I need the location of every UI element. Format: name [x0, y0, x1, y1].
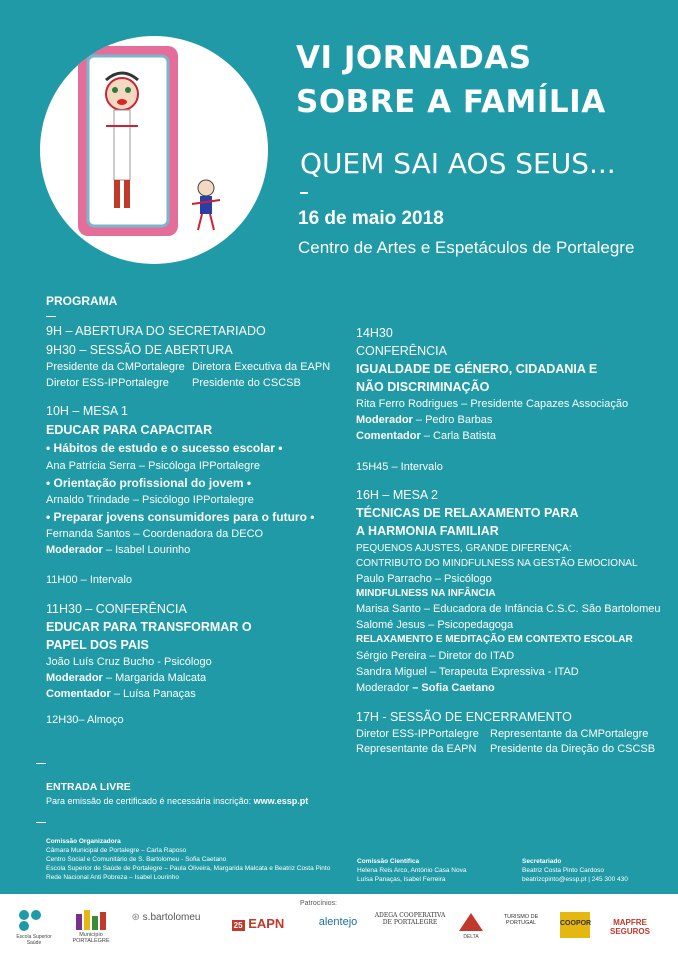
secretariat-contact: beatrizcpinto@essp.pt | 245 300 430	[522, 876, 628, 883]
secretariat-title: Secretariado	[522, 858, 562, 865]
adega-logo: ADEGA COOPERATIVA DE PORTALEGRE	[374, 912, 446, 926]
divider	[36, 822, 46, 823]
coopor-logo: COOPOR	[560, 912, 590, 938]
divider	[46, 316, 56, 317]
opening-speaker: Presidente da CMPortalegre	[46, 361, 185, 373]
sci-committee-title: Comissão Científica	[357, 858, 420, 865]
opening-speaker: Diretor ESS-IPPortalegre	[46, 377, 169, 389]
event-date: 16 de maio 2018	[298, 208, 444, 229]
conference2-title: IGUALDADE DE GÉNERO, CIDADANIA E	[356, 362, 598, 376]
org-member: Escola Superior de Saúde de Portalegre – Paula Oliveira, Margarida Malcata e Beatriz Costa Pinto	[46, 865, 331, 872]
child-drawing-icon	[40, 36, 268, 264]
org-member: Centro Social e Comunitário de S. Bartolomeu - Sofia Caetano	[46, 856, 227, 863]
mesa2-subtopic: PEQUENOS AJUSTES, GRANDE DIFERENÇA:	[356, 543, 572, 554]
interval-1: 11H00 – Intervalo	[46, 574, 133, 586]
mesa1-time: 10H – MESA 1	[46, 404, 128, 418]
event-title-line1: VI JORNADAS	[296, 40, 532, 76]
ess-circles-icon	[16, 908, 52, 932]
closing-speaker: Representante da CMPortalegre	[490, 728, 649, 740]
mesa2-speaker: Paulo Parracho – Psicólogo	[356, 573, 492, 585]
mesa1-moderator: Moderador – Isabel Lourinho	[46, 544, 191, 556]
mesa1-topic: • Hábitos de estudo e o sucesso escolar •	[46, 441, 283, 455]
conference1-title: EDUCAR PARA TRANSFORMAR O	[46, 620, 252, 634]
bartolomeu-logo: ⊛ s.bartolomeu	[131, 912, 201, 923]
mesa2-subtopic: MINDFULNESS NA INFÂNCIA	[356, 588, 496, 599]
interval-2: 15H45 – Intervalo	[356, 461, 443, 473]
turismo-logo: TURISMO DE PORTUGAL	[503, 914, 539, 926]
mapfre-logo: MAPFRE SEGUROS	[609, 918, 650, 936]
website-link[interactable]: www.essp.pt	[253, 796, 309, 806]
delta-logo: DELTA	[456, 912, 486, 940]
free-entry-heading: ENTRADA LIVRE	[46, 781, 131, 793]
mesa2-subtopic: CONTRIBUTO DO MINDFULNESS NA GESTÃO EMOCIONAL	[356, 558, 638, 569]
conference1-moderator: Moderador – Margarida Malcata	[46, 672, 207, 684]
event-venue: Centro de Artes e Espetáculos de Portalegre	[298, 238, 635, 257]
bartolomeu-swirl-icon: ⊛	[131, 912, 140, 923]
delta-triangle-icon	[458, 912, 484, 932]
mesa2-moderator: Moderador – Sofia Caetano	[356, 682, 495, 694]
org-committee-title: Comissão Organizadora	[46, 838, 121, 845]
conference1-time: 11H30 – CONFERÊNCIA	[46, 602, 187, 616]
mesa2-time: 16H – MESA 2	[356, 488, 438, 502]
closing-speaker: Representante da EAPN	[356, 743, 477, 755]
conference2-moderator: Moderador – Pedro Barbas	[356, 414, 493, 426]
sci-member: Helena Reis Arco, António Casa Nova	[357, 867, 467, 874]
mesa1-title: EDUCAR PARA CAPACITAR	[46, 423, 213, 437]
divider	[36, 763, 46, 764]
castle-icon	[74, 908, 108, 930]
opening-speaker: Presidente do CSCSB	[192, 377, 301, 389]
sponsors-label: Patrocínios:	[300, 900, 337, 907]
opening-speaker: Diretora Executiva da EAPN	[192, 361, 331, 373]
closing-speaker: Diretor ESS-IPPortalegre	[356, 728, 479, 740]
conference2-label: CONFERÊNCIA	[356, 344, 447, 358]
conference1-commentator: Comentador – Luísa Panaças	[46, 688, 196, 700]
ess-logo: Escola Superior Saúde	[14, 908, 54, 946]
org-member: Câmara Municipal de Portalegre – Carla Raposo	[46, 847, 187, 854]
conference2-speaker: Rita Ferro Rodrigues – Presidente Capazes Associação	[356, 398, 629, 410]
mesa1-speaker: Arnaldo Trindade – Psicólogo IPPortalegre	[46, 494, 254, 506]
closing-speaker: Presidente da Direção do CSCSB	[490, 743, 656, 755]
mesa2-speaker: Marisa Santo – Educadora de Infância C.S.C. São Bartolomeu	[356, 603, 661, 615]
eapn-logo: 25 EAPN	[233, 916, 285, 931]
mesa1-speaker: Ana Patrícia Serra – Psicóloga IPPortalegre	[46, 460, 261, 472]
conference2-title: NÃO DISCRIMINAÇÃO	[356, 380, 490, 394]
conference2-commentator: Comentador – Carla Batista	[356, 430, 496, 442]
certificate-note: Para emissão de certificado é necessária inscrição: www.essp.pt	[46, 796, 309, 806]
mesa2-speaker: Salomé Jesus – Psicopedagoga	[356, 619, 514, 631]
drawing-illustration	[40, 36, 268, 264]
event-subtitle: QUEM SAI AOS SEUS...	[300, 147, 616, 180]
event-title-line2: SOBRE A FAMÍLIA	[296, 84, 606, 120]
mesa2-title: A HARMONIA FAMILIAR	[356, 524, 499, 538]
mesa1-topic: • Preparar jovens consumidores para o futuro •	[46, 510, 315, 524]
secretariat-name: Beatriz Costa Pinto Cardoso	[522, 867, 605, 874]
conference2-time: 14H30	[356, 326, 393, 340]
mesa2-speaker: Sérgio Pereira – Diretor do ITAD	[356, 650, 515, 662]
org-member: Rede Nacional Anti Pobreza – Isabel Lourinho	[46, 874, 179, 881]
opening-session: 9H30 – SESSÃO DE ABERTURA	[46, 343, 233, 357]
municipio-logo: Município PORTALEGRE	[68, 908, 114, 944]
mesa2-speaker: Sandra Miguel – Terapeuta Expressiva - ITAD	[356, 666, 579, 678]
mesa1-topic: • Orientação profissional do jovem •	[46, 476, 252, 490]
lunch: 12H30– Almoço	[46, 714, 124, 726]
sci-member: Luísa Panaças, Isabel Ferreira	[357, 876, 446, 883]
conference1-speaker: João Luís Cruz Bucho - Psicólogo	[46, 656, 212, 668]
closing-session: 17H - SESSÃO DE ENCERRAMENTO	[356, 710, 572, 724]
opening-secretariat: 9H – ABERTURA DO SECRETARIADO	[46, 324, 266, 338]
conference1-title: PAPEL DOS PAIS	[46, 638, 149, 652]
alentejo-logo: alentejo	[318, 916, 358, 928]
mesa2-title: TÉCNICAS DE RELAXAMENTO PARA	[356, 506, 579, 520]
header-divider	[300, 192, 308, 194]
programa-heading: PROGRAMA	[46, 294, 118, 308]
mesa1-speaker: Fernanda Santos – Coordenadora da DECO	[46, 528, 264, 540]
mesa2-subtopic: RELAXAMENTO E MEDITAÇÃO EM CONTEXTO ESCOLAR	[356, 634, 633, 645]
eapn-25-icon: 25	[233, 921, 243, 930]
sponsors-footer	[0, 894, 678, 960]
